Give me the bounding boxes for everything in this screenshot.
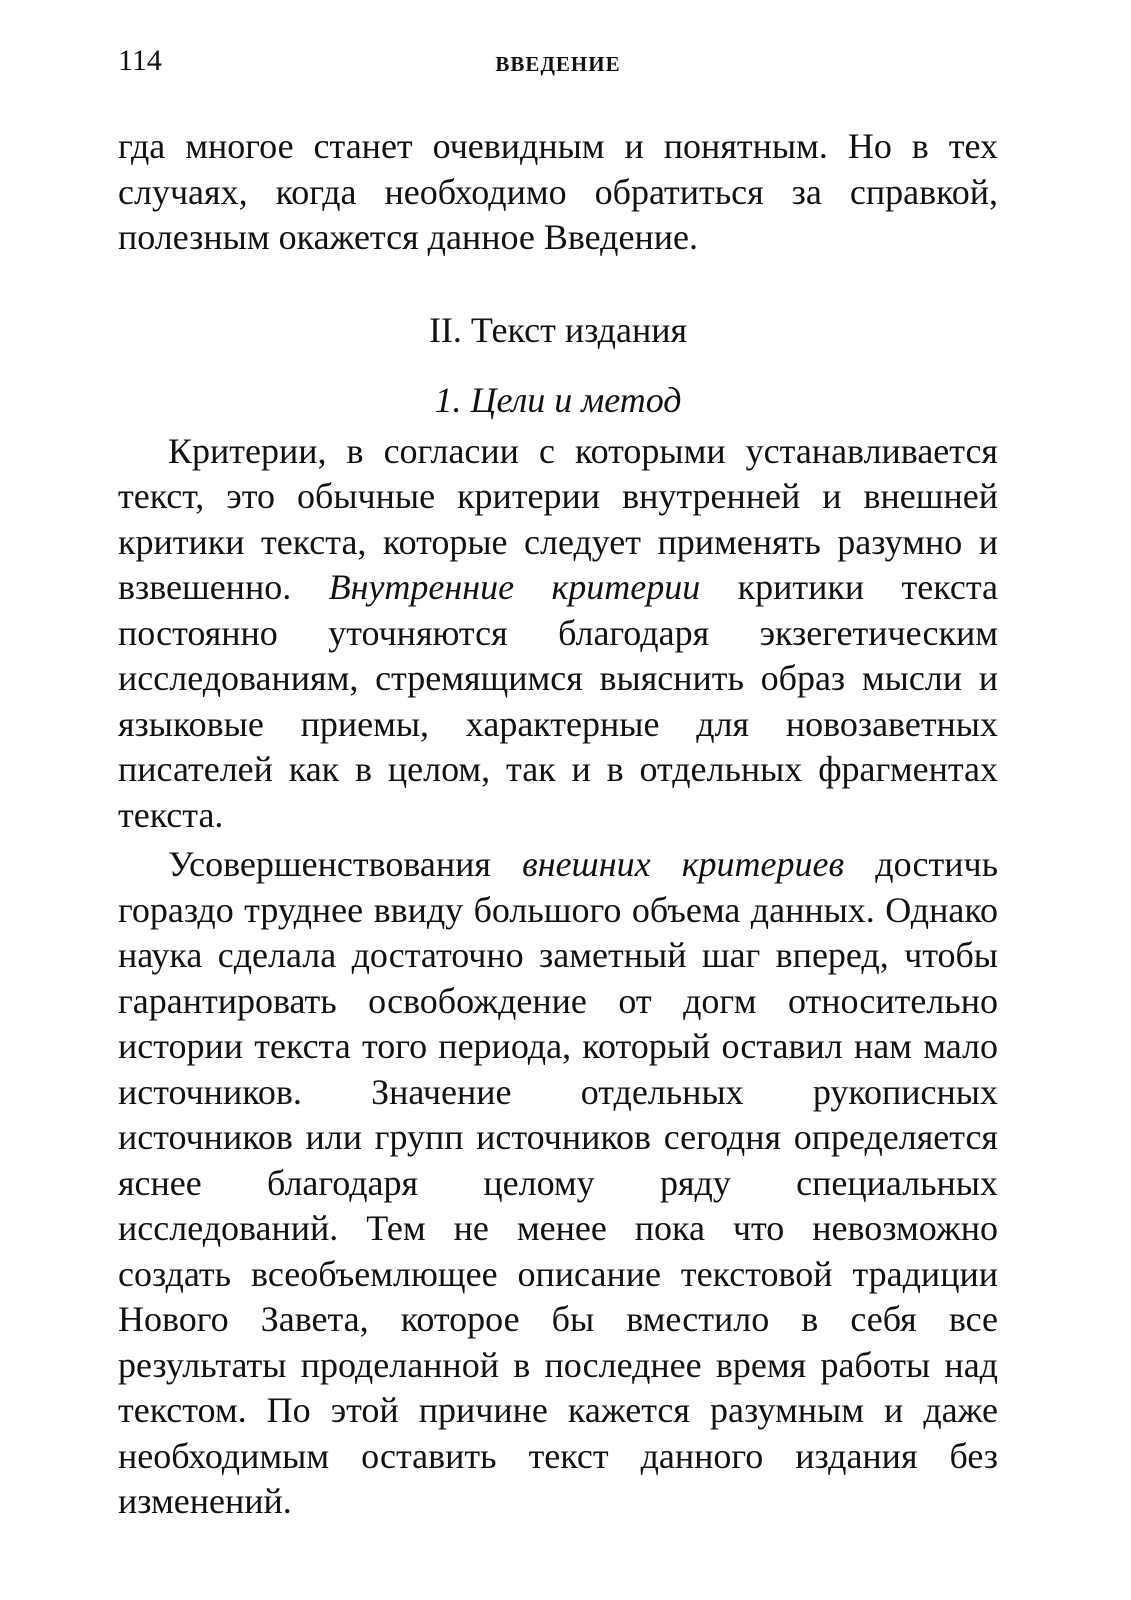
paragraph-criteria-italic: Внутренние критерии <box>328 567 701 607</box>
paragraph-external-criteria <box>118 842 998 1525</box>
section-heading: II. Текст издания <box>428 309 688 350</box>
running-title: ВВЕДЕНИЕ <box>495 52 621 76</box>
subsection-heading: 1. Цели и метод <box>434 379 682 420</box>
paragraph-criteria-text-1: Критерии, в согласии с которыми устанавливается текст, это обычные критерии внутренней и внешней критики текста, которые следует применять разумно и взвешенно. <box>118 430 998 607</box>
running-head <box>118 40 998 90</box>
page-number: 114 <box>118 44 162 77</box>
continuation-paragraph: гда многое станет очевидным и понятным. Но в тех случаях, когда необходимо обратиться за справкой, полезным окажется данное Введение. <box>118 126 998 257</box>
paragraph-criteria-text-2: критики текста постоянно уточняются благодаря экзегетическим исследованиям, стремящимся выяснить образ мысли и языковые приемы, характерные для новозаветных писателей как в целом, так и в отдельных фрагментах текста. <box>118 567 998 835</box>
paragraph-external-italic: внешних критериев <box>522 844 845 884</box>
paragraph-criteria <box>118 429 998 839</box>
paragraph-external-text-1: Усовершенствования <box>168 844 523 884</box>
paragraph-external-text-2: достичь гораздо труднее ввиду большого объема данных. Однако наука сделала достаточно заметный шаг вперед, чтобы гарантировать освобождение от догм относительно истории текста того периода, который оставил нам мало источников. Значение отдельных рукописных источников или групп источников сегодня определяется яснее благодаря целому ряду специальных исследований. Тем не менее пока что невозможно создать всеобъемлющее описание текстовой традиции Нового Завета, которое бы вместило в себя все результаты проделанной в последнее время работы над текстом. По этой причине кажется разумным и даже необходимым оставить текст данного издания без изменений. <box>118 844 998 1521</box>
book-page <box>118 40 998 1525</box>
